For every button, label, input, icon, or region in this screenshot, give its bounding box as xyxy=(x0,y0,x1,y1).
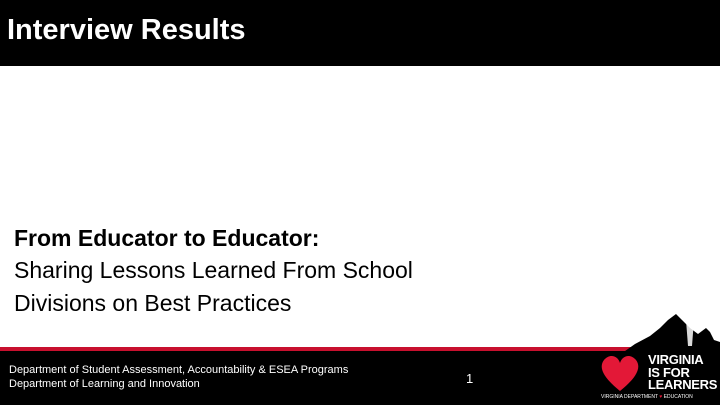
logo-line-1: VIRGINIA xyxy=(648,352,704,367)
logo-line-3: LEARNERS xyxy=(648,377,718,392)
subtitle-heading: From Educator to Educator: xyxy=(14,225,320,251)
logo-line-2: IS FOR xyxy=(648,364,690,380)
logo-subtext: VIRGINIA DEPARTMENT ♥ EDUCATION xyxy=(601,394,693,400)
logo-wordmark xyxy=(648,354,717,392)
subtitle-line-2: Divisions on Best Practices xyxy=(14,290,292,316)
slide-title: Interview Results xyxy=(7,14,246,46)
page-number: 1 xyxy=(466,371,474,386)
small-heart-icon: ♥ xyxy=(659,394,663,400)
subtitle-line-1: Sharing Lessons Learned From School xyxy=(14,257,413,283)
subtitle-block xyxy=(14,222,574,320)
footer-departments xyxy=(9,363,348,391)
title-bar xyxy=(0,0,720,66)
footer-department-1: Department of Student Assessment, Accountability & ESEA Programs xyxy=(9,364,349,376)
footer-department-2: Department of Learning and Innovation xyxy=(9,378,200,390)
